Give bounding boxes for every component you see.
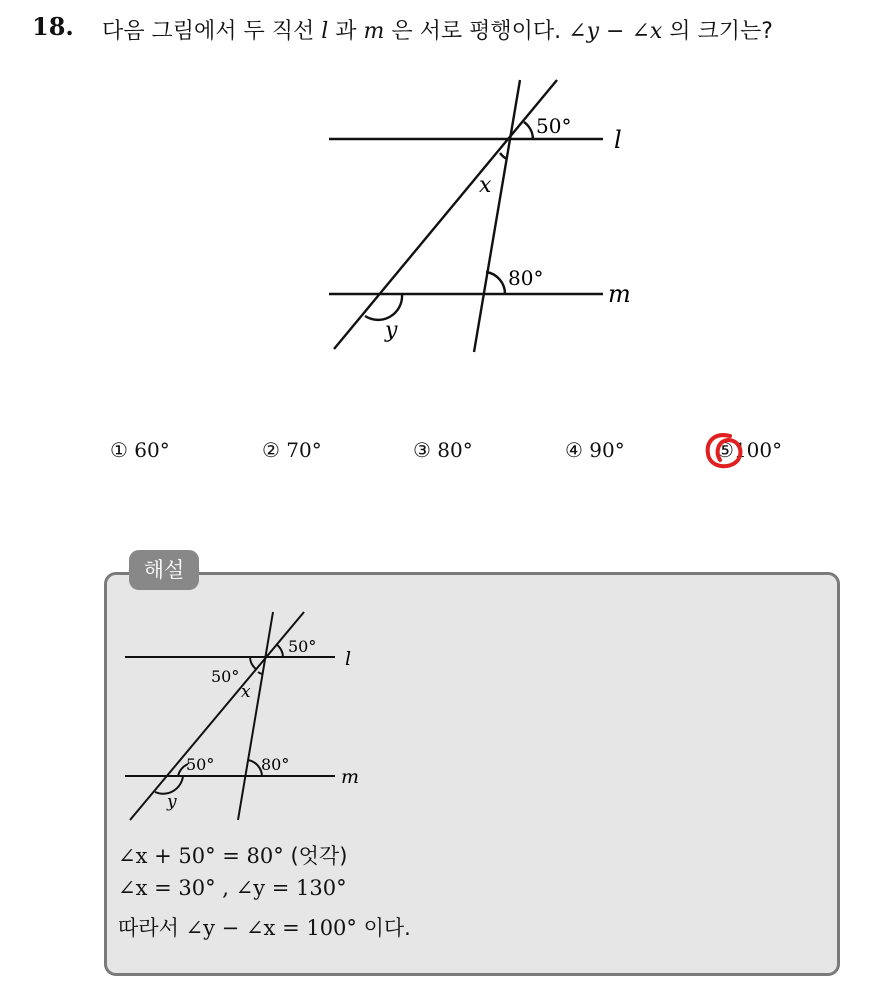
sol-label-80: 80° <box>261 755 290 774</box>
arc-50 <box>524 122 533 139</box>
solution-tag: 해설 <box>129 550 199 590</box>
question-text-c: 은 서로 평행이다. <box>384 19 569 44</box>
sol-label-50-top: 50° <box>288 637 317 656</box>
sol-label-50-left: 50° <box>211 667 240 686</box>
var-m: m <box>363 19 385 44</box>
label-y: y <box>385 318 398 343</box>
sol-label-x: x <box>241 682 251 702</box>
sol-label-m: m <box>341 766 360 788</box>
solution-line-2: ∠x = 30° , ∠y = 130° <box>118 876 347 900</box>
sol-arc-x <box>258 672 262 674</box>
choice-4[interactable]: ④ 90° <box>565 438 625 462</box>
question-text-a: 다음 그림에서 두 직선 <box>102 19 322 44</box>
label-x: x <box>479 173 492 198</box>
transversal-steep <box>474 80 520 352</box>
sol-label-l: l <box>345 648 352 670</box>
solution-line-3: 따라서 ∠y − ∠x = 100° 이다. <box>118 916 411 940</box>
question-text-b: 과 <box>328 19 364 44</box>
question-number: 18. <box>32 12 74 41</box>
label-l: l <box>614 126 622 154</box>
transversal-diagonal <box>334 80 557 349</box>
choice-2[interactable]: ② 70° <box>262 438 322 462</box>
choice-5[interactable]: ⑤100° <box>716 438 783 462</box>
arc-80 <box>486 272 505 294</box>
var-l: l <box>321 19 329 44</box>
sol-transversal-diagonal <box>130 612 304 820</box>
label-80: 80° <box>508 266 544 290</box>
solution-figure <box>0 600 884 830</box>
answer-circle-mark <box>700 428 750 476</box>
sol-arc-80 <box>248 760 262 776</box>
sol-arc-50-top <box>276 644 283 657</box>
choice-1[interactable]: ① 60° <box>110 438 170 462</box>
question-text-d: 의 크기는? <box>662 19 773 44</box>
question-expr: ∠y − ∠x <box>568 19 663 44</box>
sol-transversal-steep <box>238 612 273 820</box>
solution-line-1: ∠x + 50° = 80° (엇각) <box>118 844 348 868</box>
label-m: m <box>608 280 631 308</box>
label-50: 50° <box>536 114 572 138</box>
arc-y <box>365 294 402 320</box>
problem-figure <box>0 0 884 420</box>
sol-label-50-low: 50° <box>186 755 215 774</box>
choice-3[interactable]: ③ 80° <box>413 438 473 462</box>
sol-arc-50-left <box>250 657 256 669</box>
sol-label-y: y <box>167 792 177 812</box>
